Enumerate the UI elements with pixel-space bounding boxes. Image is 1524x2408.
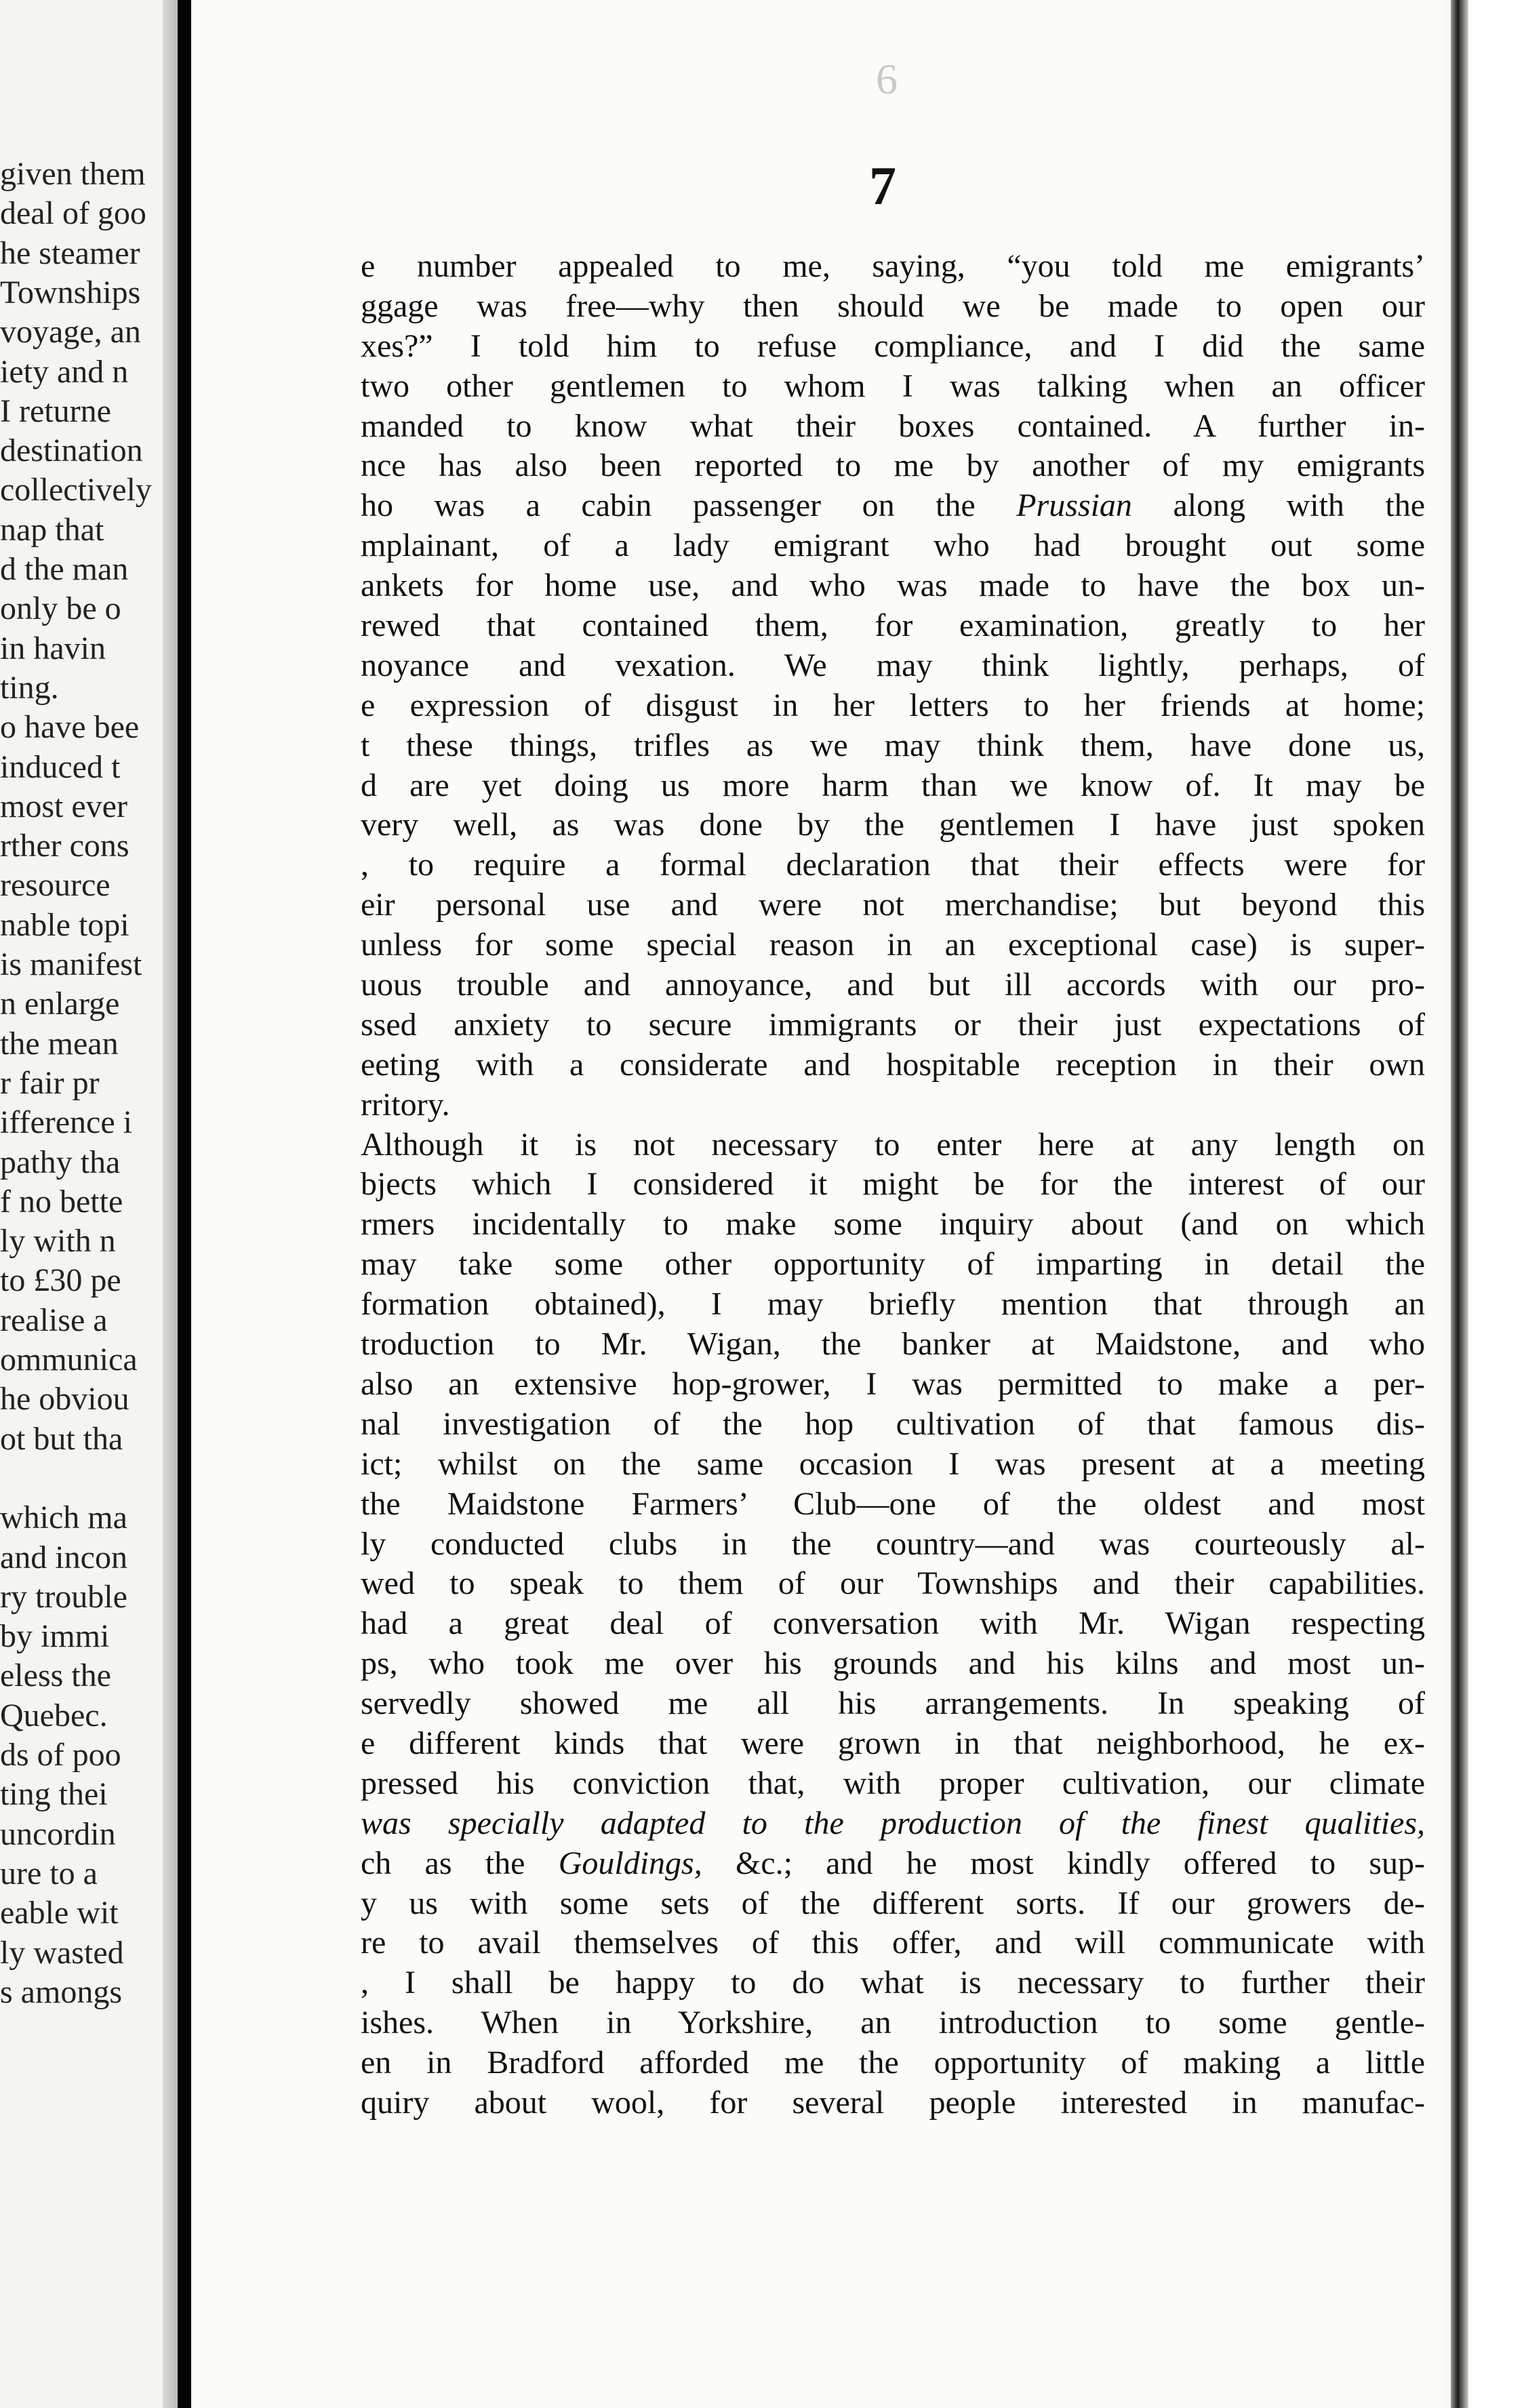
facing-page-line: in havin xyxy=(0,630,106,666)
text-line: re to avail themselves of this offer, and will communicate with xyxy=(361,1925,1425,1961)
text-line: nce has also been reported to me by another of my emigrants xyxy=(361,447,1425,484)
text-line xyxy=(361,1804,1425,1844)
facing-page-line: Townships xyxy=(0,274,141,310)
text-line: pressed his conviction that, with proper cultivation, our climate xyxy=(361,1765,1425,1801)
text-line: uous trouble and annoyance, and but ill accords with our pro- xyxy=(361,967,1425,1003)
text-line: also an extensive hop-grower, I was permitted to make a per- xyxy=(361,1365,1425,1402)
text-line: d are yet doing us more harm than we know of. It may be xyxy=(361,767,1425,803)
body-text xyxy=(361,247,1425,2123)
text-line: , I shall be happy to do what is necessary to further their xyxy=(361,1965,1425,2001)
text-line: , to require a formal declaration that their effects were for xyxy=(361,847,1425,883)
text-line: manded to know what their boxes contained. A further in- xyxy=(361,407,1425,444)
text-line: eeting with a considerate and hospitable reception in their own xyxy=(361,1046,1425,1083)
facing-page-line: is manifest xyxy=(0,946,142,982)
text-line: bjects which I considered it might be for the interest of our xyxy=(361,1166,1425,1203)
facing-page-line: ting. xyxy=(0,669,59,706)
scan-background xyxy=(1468,0,1524,2408)
text-line: ishes. When in Yorkshire, an introduction to some gentle- xyxy=(361,2005,1425,2041)
facing-page-line: nable topi xyxy=(0,906,129,943)
facing-page-line: pathy tha xyxy=(0,1144,121,1180)
facing-page-line: eable wit xyxy=(0,1895,119,1931)
text-line: two other gentlemen to whom I was talking when an officer xyxy=(361,367,1425,404)
text-line: ssed anxiety to secure immigrants or their just expectations of xyxy=(361,1006,1425,1043)
page xyxy=(191,0,1444,2408)
text-line xyxy=(361,486,1425,526)
book-gutter xyxy=(178,0,191,2408)
text-line: ly conducted clubs in the country—and was courteously al- xyxy=(361,1525,1425,1562)
facing-page-line: d the man xyxy=(0,551,129,587)
text-segment: ch as the xyxy=(361,1845,525,1881)
text-line: en in Bradford afforded me the opportunity of making a little xyxy=(361,2045,1425,2081)
text-line: mplainant, of a lady emigrant who had brought out some xyxy=(361,527,1425,564)
text-line: may take some other opportunity of imparting in detail the xyxy=(361,1246,1425,1283)
facing-page-line: I returne xyxy=(0,393,111,429)
facing-page-line: the mean xyxy=(0,1025,119,1062)
facing-page-line: realise a xyxy=(0,1302,108,1338)
italic-text: Gouldings, xyxy=(558,1845,702,1881)
text-line: e different kinds that were grown in that neighborhood, he ex- xyxy=(361,1725,1425,1761)
facing-page-line: by immi xyxy=(0,1618,110,1655)
text-line: ggage was free—why then should we be made to open our xyxy=(361,287,1425,324)
text-line: rewed that contained them, for examination, greatly to her xyxy=(361,607,1425,644)
text-line xyxy=(361,1844,1425,1884)
italic-text: Prussian xyxy=(1016,487,1132,524)
facing-page-line: eless the xyxy=(0,1658,111,1694)
facing-page-line: nap that xyxy=(0,511,104,548)
text-line: e number appealed to me, saying, “you told me emigrants’ xyxy=(361,248,1425,284)
facing-page-line: ly wasted xyxy=(0,1934,124,1971)
text-line: xes?” I told him to refuse compliance, and I did the same xyxy=(361,327,1425,364)
facing-page-line: ry trouble xyxy=(0,1578,127,1615)
facing-page-line: ly with n xyxy=(0,1223,116,1260)
text-line: wed to speak to them of our Townships and their capabilities. xyxy=(361,1565,1425,1602)
text-line: quiry about wool, for several people interested in manufac- xyxy=(361,2084,1425,2121)
page-edge-shadow xyxy=(1451,0,1468,2408)
text-line: eir personal use and were not merchandise; but beyond this xyxy=(361,887,1425,923)
text-segment: ho was a cabin passenger on the xyxy=(361,487,976,524)
facing-page-line: and incon xyxy=(0,1539,127,1576)
facing-page-line: ommunica xyxy=(0,1342,138,1378)
text-line: servedly showed me all his arrangements. In speaking of xyxy=(361,1685,1425,1722)
gutter-shadow xyxy=(163,0,178,2408)
facing-page-line: ifference i xyxy=(0,1104,132,1141)
facing-page-line: ure to a xyxy=(0,1855,98,1891)
facing-page-line: s amongs xyxy=(0,1973,122,2010)
text-line: Although it is not necessary to enter here at any length on xyxy=(361,1126,1425,1163)
facing-page-line: voyage, an xyxy=(0,314,141,350)
text-line: e expression of disgust in her letters to her friends at home; xyxy=(361,687,1425,723)
text-line: troduction to Mr. Wigan, the banker at Maidstone, and who xyxy=(361,1326,1425,1363)
facing-page-line: Quebec. xyxy=(0,1697,108,1733)
facing-page-line: destination xyxy=(0,433,143,469)
text-segment: along with the xyxy=(1173,487,1426,524)
text-segment: &c.; and he most kindly offered to sup- xyxy=(735,1845,1425,1881)
facing-page-line: ot but tha xyxy=(0,1420,123,1457)
facing-page-line: o have bee xyxy=(0,709,140,746)
text-line: ankets for home use, and who was made to have the box un- xyxy=(361,567,1425,604)
text-line: formation obtained), I may briefly mention that through an xyxy=(361,1286,1425,1323)
text-line: very well, as was done by the gentlemen I have just spoken xyxy=(361,807,1425,843)
italic-text: was specially adapted to the production of the finest qualities, xyxy=(361,1805,1425,1841)
text-line: nal investigation of the hop cultivation of that famous dis- xyxy=(361,1405,1425,1442)
text-line: ict; whilst on the same occasion I was present at a meeting xyxy=(361,1445,1425,1482)
facing-page-line: deal of goo xyxy=(0,195,146,232)
facing-page-line: collectively xyxy=(0,472,152,508)
page-number: 7 xyxy=(869,157,896,216)
facing-page-line: which ma xyxy=(0,1500,127,1536)
facing-page-fragment xyxy=(0,0,178,2408)
text-line: the Maidstone Farmers’ Club—one of the oldest and most xyxy=(361,1485,1425,1522)
text-line: unless for some special reason in an exceptional case) is super- xyxy=(361,927,1425,963)
text-line: y us with some sets of the different sorts. If our growers de- xyxy=(361,1885,1425,1921)
facing-page-line: induced t xyxy=(0,748,121,785)
facing-page-line: resource xyxy=(0,867,111,904)
facing-page-line: most ever xyxy=(0,788,127,824)
facing-page-line: to £30 pe xyxy=(0,1262,121,1299)
text-line: noyance and vexation. We may think lightly, perhaps, of xyxy=(361,647,1425,683)
facing-page-line: uncordin xyxy=(0,1815,116,1852)
facing-page-line: f no bette xyxy=(0,1183,123,1220)
text-line: had a great deal of conversation with Mr. Wigan respecting xyxy=(361,1605,1425,1642)
facing-page-line: he steamer xyxy=(0,235,140,271)
facing-page-line: r fair pr xyxy=(0,1064,100,1101)
bleed-through-page-number: 6 xyxy=(876,55,898,103)
facing-page-line: n enlarge xyxy=(0,986,120,1022)
facing-page-line: given them xyxy=(0,156,146,192)
text-line: t these things, trifles as we may think them, have done us, xyxy=(361,727,1425,763)
text-line: ps, who took me over his grounds and his kilns and most un- xyxy=(361,1645,1425,1682)
facing-page-line: he obviou xyxy=(0,1381,129,1418)
facing-page-line: only be o xyxy=(0,590,121,627)
text-line: rritory. xyxy=(361,1086,450,1123)
facing-page-line: ting thei xyxy=(0,1776,108,1813)
facing-page-line: iety and n xyxy=(0,353,129,390)
facing-page-line: ds of poo xyxy=(0,1737,121,1773)
facing-page-line: rther cons xyxy=(0,828,129,864)
text-line: rmers incidentally to make some inquiry about (and on which xyxy=(361,1206,1425,1243)
